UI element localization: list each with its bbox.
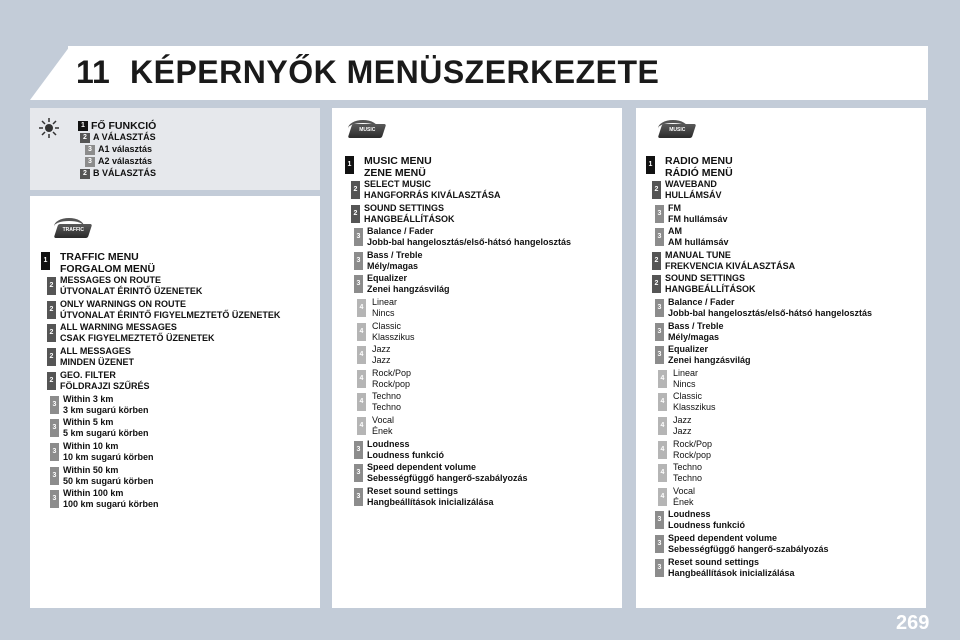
legend-row: [98, 144, 152, 155]
traffic-item-line2: 3 km sugarú körben: [63, 404, 149, 415]
radio-item-line1: Bass / Treble: [668, 320, 724, 331]
radio-item-line1: AM: [668, 226, 682, 237]
music-menu-item: [364, 203, 455, 225]
music-item-line2: HANGFORRÁS KIVÁLASZTÁSA: [364, 190, 501, 200]
level-2-badge: 2: [652, 252, 661, 270]
traffic-item-line1: ONLY WARNINGS ON ROUTE: [60, 298, 187, 309]
traffic-item-line2: ÚTVONALAT ÉRINTŐ ÜZENETEK: [60, 286, 203, 296]
radio-menu-item: [668, 297, 872, 319]
level-4-badge: 4: [357, 346, 366, 364]
radio-menu-item: [673, 415, 692, 437]
level-4-badge: 4: [357, 323, 366, 341]
level-4-badge: 4: [658, 370, 667, 388]
level-4-badge: 4: [658, 393, 667, 411]
level-2-badge: 2: [47, 277, 56, 295]
level-1-badge: 1: [78, 121, 88, 131]
traffic-item-line2: ÚTVONALAT ÉRINTŐ FIGYELMEZTETŐ ÜZENETEK: [60, 309, 281, 320]
level-4-badge: 4: [357, 370, 366, 388]
radio-menu-panel: [636, 108, 926, 608]
music-icon: [348, 124, 387, 138]
radio-menu-item: [673, 439, 712, 461]
music-item-line1: Reset sound settings: [367, 485, 459, 496]
music-menu-item: [372, 344, 391, 366]
radio-menu-item: [668, 557, 795, 579]
radio-menu-item: [668, 321, 724, 343]
level-2-badge: 2: [351, 181, 360, 199]
radio-menu-item: [668, 344, 751, 366]
music-item-line2: Mély/magas: [367, 260, 419, 271]
level-3-badge: 3: [50, 396, 59, 414]
level-4-badge: 4: [357, 417, 366, 435]
traffic-menu-item: [63, 488, 159, 510]
traffic-menu-title: [60, 251, 155, 275]
radio-item-line2: Nincs: [673, 378, 696, 389]
traffic-item-line1: Within 50 km: [63, 464, 119, 475]
radio-item-line2: Jazz: [673, 426, 692, 436]
level-4-badge: 4: [357, 393, 366, 411]
level-2-badge: 2: [80, 169, 90, 179]
chapter-title: KÉPERNYŐK MENÜSZERKEZETE: [130, 54, 660, 90]
traffic-menu-item: [60, 370, 150, 392]
radio-title-2: RÁDIÓ MENÜ: [665, 167, 733, 179]
music-item-line1: Balance / Fader: [367, 226, 434, 237]
radio-item-line1: SOUND SETTINGS: [665, 273, 746, 284]
legend-row: [91, 120, 156, 132]
music-item-line2: Loudness funkció: [367, 449, 445, 460]
header-wedge: [30, 46, 70, 100]
radio-item-line1: Equalizer: [668, 344, 709, 355]
music-item-line1: Bass / Treble: [367, 249, 423, 260]
radio-icon-label: MUSIC: [669, 127, 686, 133]
music-title-2: ZENE MENÜ: [364, 167, 426, 179]
chapter-number: 11: [76, 54, 110, 90]
radio-item-line2: Zenei hangzásvilág: [668, 355, 751, 366]
level-3-badge: 3: [655, 346, 664, 364]
music-menu-title: [364, 155, 432, 179]
music-menu-item: [372, 368, 411, 390]
radio-item-line1: Rock/Pop: [673, 438, 713, 449]
music-title-1: MUSIC MENU: [364, 155, 432, 167]
radio-item-line1: Reset sound settings: [668, 556, 760, 567]
radio-item-line2: Rock/pop: [673, 449, 712, 460]
traffic-item-line2: 50 km sugarú körben: [63, 475, 154, 486]
level-4-badge: 4: [357, 299, 366, 317]
traffic-icon-label: TRAFFIC: [62, 227, 85, 233]
music-menu-item: [372, 297, 397, 319]
level-3-badge: 3: [50, 419, 59, 437]
level-3-badge: 3: [50, 443, 59, 461]
level-3-badge: 3: [655, 299, 664, 317]
music-item-line1: Techno: [372, 391, 402, 402]
music-item-line2: Zenei hangzásvilág: [367, 284, 450, 295]
traffic-item-line2: 100 km sugarú körben: [63, 499, 159, 510]
legend-row: [93, 168, 156, 179]
level-3-badge: 3: [85, 145, 95, 155]
radio-item-line2: Ének: [673, 496, 694, 507]
music-menu-item: [367, 462, 528, 484]
radio-item-line2: AM hullámsáv: [668, 237, 729, 248]
traffic-title-2: FORGALOM MENÜ: [60, 263, 156, 275]
music-item-line1: Jazz: [372, 344, 391, 355]
music-item-line1: Loudness: [367, 438, 410, 449]
legend-panel: [30, 108, 320, 190]
music-item-line1: Classic: [372, 320, 402, 331]
music-menu-item: [367, 273, 450, 295]
level-3-badge: 3: [354, 464, 363, 482]
music-menu-item: [372, 391, 401, 413]
music-menu-item: [364, 179, 501, 201]
level-3-badge: 3: [354, 275, 363, 293]
level-2-badge: 2: [80, 133, 90, 143]
level-3-badge: 3: [655, 559, 664, 577]
radio-item-line1: Speed dependent volume: [668, 533, 778, 543]
legend-row-label: A2 választás: [98, 156, 153, 166]
radio-item-line1: WAVEBAND: [665, 179, 717, 189]
music-menu-panel: [332, 108, 622, 608]
traffic-menu-item: [63, 417, 149, 439]
level-3-badge: 3: [655, 205, 664, 223]
radio-item-line2: FREKVENCIA KIVÁLASZTÁSA: [665, 260, 796, 271]
music-item-line2: Sebességfüggő hangerő-szabályozás: [367, 473, 528, 484]
legend-row-label: A VÁLASZTÁS: [93, 132, 156, 142]
level-4-badge: 4: [658, 441, 667, 459]
radio-menu-item: [668, 509, 745, 531]
radio-item-line1: Classic: [673, 391, 703, 402]
music-item-line1: Rock/Pop: [372, 367, 412, 378]
radio-item-line1: Loudness: [668, 509, 711, 520]
music-menu-item: [367, 226, 571, 248]
level-3-badge: 3: [354, 488, 363, 506]
radio-item-line1: Jazz: [673, 415, 692, 425]
radio-item-line2: Klasszikus: [673, 402, 716, 413]
radio-item-line1: Balance / Fader: [668, 297, 735, 307]
traffic-menu-panel: [30, 196, 320, 608]
radio-item-line2: HULLÁMSÁV: [665, 190, 722, 200]
chapter-header: [0, 0, 928, 100]
music-menu-item: [367, 250, 423, 272]
level-3-badge: 3: [354, 252, 363, 270]
traffic-title-1: TRAFFIC MENU: [60, 251, 139, 263]
level-3-badge: 3: [50, 490, 59, 508]
legend-row-label: FŐ FUNKCIÓ: [91, 120, 157, 132]
level-2-badge: 2: [47, 301, 56, 319]
radio-item-line1: Vocal: [673, 485, 696, 496]
level-4-badge: 4: [658, 464, 667, 482]
radio-menu-item: [673, 486, 695, 508]
radio-menu-title: [665, 155, 733, 179]
level-3-badge: 3: [655, 228, 664, 246]
radio-item-line2: Sebességfüggő hangerő-szabályozás: [668, 544, 829, 554]
radio-item-line2: Mély/magas: [668, 331, 720, 342]
level-2-badge: 2: [47, 372, 56, 390]
traffic-item-line1: MESSAGES ON ROUTE: [60, 275, 162, 285]
radio-item-line2: Loudness funkció: [668, 520, 746, 531]
level-1-badge: 1: [41, 252, 50, 270]
traffic-item-line1: Within 100 km: [63, 488, 124, 499]
level-2-badge: 2: [652, 181, 661, 199]
traffic-item-line2: 10 km sugarú körben: [63, 451, 154, 462]
traffic-item-line1: ALL MESSAGES: [60, 346, 131, 357]
level-3-badge: 3: [655, 323, 664, 341]
music-item-line2: Rock/pop: [372, 378, 411, 389]
level-3-badge: 3: [655, 535, 664, 553]
level-3-badge: 3: [354, 441, 363, 459]
page-number: 269: [896, 612, 930, 634]
level-1-badge: 1: [345, 156, 354, 174]
music-item-line1: Vocal: [372, 415, 395, 425]
music-menu-item: [372, 321, 415, 343]
music-menu-item: [367, 486, 494, 508]
level-3-badge: 3: [50, 467, 59, 485]
music-item-line2: HANGBEÁLLÍTÁSOK: [364, 213, 455, 224]
traffic-item-line1: GEO. FILTER: [60, 369, 116, 380]
traffic-item-line2: CSAK FIGYELMEZTETŐ ÜZENETEK: [60, 333, 215, 344]
music-item-line2: Techno: [372, 402, 402, 413]
traffic-item-line2: FÖLDRAJZI SZŰRÉS: [60, 380, 150, 391]
traffic-item-line2: MINDEN ÜZENET: [60, 357, 134, 368]
music-icon-label: MUSIC: [359, 127, 376, 133]
traffic-item-line1: Within 10 km: [63, 440, 119, 451]
music-item-line2: Jazz: [372, 355, 391, 366]
level-4-badge: 4: [658, 488, 667, 506]
radio-item-line2: Jobb-bal hangelosztás/első-hátsó hangelosztás: [668, 308, 873, 318]
level-2-badge: 2: [47, 324, 56, 342]
radio-menu-item: [668, 203, 728, 225]
level-3-badge: 3: [655, 511, 664, 529]
level-2-badge: 2: [351, 205, 360, 223]
legend-row-label: A1 választás: [98, 144, 153, 154]
radio-icon: [658, 124, 697, 138]
music-menu-item: [367, 439, 444, 461]
traffic-item-line2: 5 km sugarú körben: [63, 428, 149, 439]
traffic-menu-item: [60, 322, 215, 344]
level-2-badge: 2: [652, 275, 661, 293]
radio-menu-item: [673, 368, 698, 390]
traffic-menu-item: [60, 346, 134, 368]
radio-menu-item: [665, 273, 756, 295]
traffic-menu-item: [60, 275, 202, 297]
legend-row-label: B VÁLASZTÁS: [93, 168, 156, 178]
traffic-menu-item: [63, 394, 149, 416]
music-item-line2: Hangbeállítások inicializálása: [367, 496, 494, 507]
music-item-line2: Jobb-bal hangelosztás/első-hátsó hangelosztás: [367, 237, 572, 248]
legend-row: [98, 156, 152, 167]
radio-menu-item: [673, 462, 702, 484]
radio-menu-item: [673, 391, 716, 413]
traffic-menu-item: [63, 465, 154, 487]
level-3-badge: 3: [85, 157, 95, 167]
radio-menu-item: [665, 179, 722, 201]
music-item-line2: Klasszikus: [372, 331, 415, 342]
sun-settings-icon: [38, 117, 60, 139]
radio-item-line2: HANGBEÁLLÍTÁSOK: [665, 284, 756, 295]
music-item-line2: Ének: [372, 426, 393, 436]
radio-title-1: RADIO MENU: [665, 155, 733, 167]
music-item-line1: Equalizer: [367, 273, 408, 284]
radio-item-line2: Techno: [673, 473, 703, 484]
traffic-item-line1: Within 3 km: [63, 393, 114, 404]
radio-menu-item: [668, 226, 729, 248]
music-item-line2: Nincs: [372, 308, 395, 318]
level-1-badge: 1: [646, 156, 655, 174]
music-item-line1: SOUND SETTINGS: [364, 202, 445, 213]
radio-item-line1: MANUAL TUNE: [665, 249, 731, 260]
level-3-badge: 3: [354, 228, 363, 246]
music-item-line1: Speed dependent volume: [367, 462, 477, 473]
music-item-line1: SELECT MUSIC: [364, 179, 432, 189]
traffic-menu-item: [60, 299, 280, 321]
music-menu-item: [372, 415, 394, 437]
traffic-menu-item: [63, 441, 154, 463]
radio-item-line1: FM: [668, 202, 681, 213]
legend-row: [93, 132, 156, 143]
radio-menu-item: [668, 533, 829, 555]
radio-item-line2: FM hullámsáv: [668, 213, 728, 224]
traffic-item-line1: Within 5 km: [63, 417, 114, 428]
radio-item-line1: Techno: [673, 462, 703, 473]
traffic-icon: [54, 224, 93, 238]
radio-menu-item: [665, 250, 795, 272]
music-item-line1: Linear: [372, 297, 398, 307]
traffic-item-line1: ALL WARNING MESSAGES: [60, 322, 177, 333]
radio-item-line1: Linear: [673, 367, 699, 378]
level-2-badge: 2: [47, 348, 56, 366]
radio-item-line2: Hangbeállítások inicializálása: [668, 567, 795, 578]
level-4-badge: 4: [658, 417, 667, 435]
